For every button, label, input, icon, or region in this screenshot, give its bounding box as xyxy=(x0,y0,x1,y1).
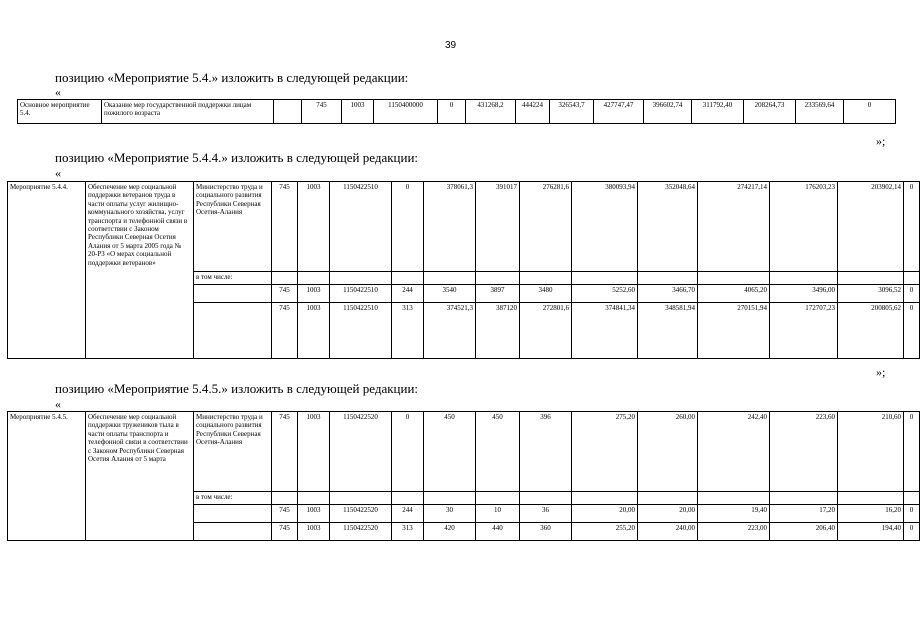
value-cell: 242,40 xyxy=(698,412,770,492)
name-cell: Обеспечение мер социальной поддержки ветеранов труда в части оплаты услуг жилищно-коммунального хозяйства, услуг транспорта и телефонной связи в соответствии с Законом Республики Северная Осетия Алания от 5 марта 2005 года № 20-РЗ «О мерах социальной поддержки ветеранов» xyxy=(86,182,194,359)
value-cell: 200805,62 xyxy=(838,303,904,359)
table-row xyxy=(18,100,896,124)
open-quote: « xyxy=(55,85,61,99)
close-quote: »; xyxy=(876,134,886,148)
grbs-cell: 745 xyxy=(272,285,298,303)
value-cell: 17,20 xyxy=(770,505,838,523)
value-cell: 311792,40 xyxy=(692,100,744,124)
value-cell: 30 xyxy=(424,505,476,523)
value-cell: 326543,7 xyxy=(550,100,594,124)
value-cell: 0 xyxy=(904,505,920,523)
open-quote: « xyxy=(55,397,61,411)
value-cell: 450 xyxy=(424,412,476,492)
value-cell: 0 xyxy=(904,285,920,303)
value-cell: 396602,74 xyxy=(644,100,692,124)
table-measure-5-4-4 xyxy=(7,181,920,359)
section-heading-5-4-4: позицию «Мероприятие 5.4.4.» изложить в следующей редакции: xyxy=(55,150,419,165)
value-cell: 272801,6 xyxy=(520,303,572,359)
csr-cell: 1150422510 xyxy=(330,285,392,303)
close-quote: »; xyxy=(876,365,886,379)
csr-cell: 1150422510 xyxy=(330,303,392,359)
value-cell: 0 xyxy=(904,412,920,492)
value-cell: 240,00 xyxy=(638,523,698,541)
value-cell: 20,00 xyxy=(638,505,698,523)
grbs-cell: 745 xyxy=(272,412,298,492)
rzpr-cell: 1003 xyxy=(298,182,330,272)
rzpr-cell: 1003 xyxy=(298,523,330,541)
status-cell: Мероприятие 5.4.4. xyxy=(8,182,86,359)
value-cell: 348581,94 xyxy=(638,303,698,359)
grbs-cell: 745 xyxy=(272,505,298,523)
value-cell: 3096,52 xyxy=(838,285,904,303)
value-cell: 374841,34 xyxy=(572,303,638,359)
value-cell: 396 xyxy=(520,412,572,492)
table-row xyxy=(8,412,920,492)
value-cell: 223,60 xyxy=(770,412,838,492)
rzpr-cell: 1003 xyxy=(298,505,330,523)
table-row xyxy=(8,182,920,272)
executor-cell: Министерство труда и социального развития Республики Северная Осетия-Алания xyxy=(194,412,272,492)
value-cell: 0 xyxy=(904,303,920,359)
including-label: в том числе: xyxy=(194,272,272,285)
value-cell: 3496,00 xyxy=(770,285,838,303)
value-cell: 3540 xyxy=(424,285,476,303)
value-cell: 0 xyxy=(904,523,920,541)
vr-cell: 244 xyxy=(392,505,424,523)
value-cell: 270151,94 xyxy=(698,303,770,359)
value-cell: 260,00 xyxy=(638,412,698,492)
csr-cell: 1150422510 xyxy=(330,182,392,272)
value-cell: 374521,3 xyxy=(424,303,476,359)
vr-cell: 0 xyxy=(438,100,466,124)
value-cell: 378061,3 xyxy=(424,182,476,272)
value-cell: 16,20 xyxy=(838,505,904,523)
grbs-cell: 745 xyxy=(302,100,342,124)
grbs-cell: 745 xyxy=(272,182,298,272)
value-cell: 208264,73 xyxy=(744,100,796,124)
value-cell: 352048,64 xyxy=(638,182,698,272)
value-cell: 427747,47 xyxy=(594,100,644,124)
value-cell: 233569,64 xyxy=(796,100,844,124)
value-cell: 5252,60 xyxy=(572,285,638,303)
value-cell: 275,20 xyxy=(572,412,638,492)
value-cell: 4065,20 xyxy=(698,285,770,303)
page-number: 39 xyxy=(445,40,457,51)
executor-cell: Министерство труда и социального развития Республики Северная Осетия-Алания xyxy=(194,182,272,272)
value-cell: 3897 xyxy=(476,285,520,303)
value-cell: 194,40 xyxy=(838,523,904,541)
vr-cell: 244 xyxy=(392,285,424,303)
grbs-cell: 745 xyxy=(272,303,298,359)
csr-cell: 1150422520 xyxy=(330,412,392,492)
value-cell: 387120 xyxy=(476,303,520,359)
status-cell: Мероприятие 5.4.5. xyxy=(8,412,86,541)
value-cell: 431268,2 xyxy=(466,100,516,124)
value-cell: 420 xyxy=(424,523,476,541)
value-cell: 3480 xyxy=(520,285,572,303)
rzpr-cell: 1003 xyxy=(342,100,374,124)
value-cell: 360 xyxy=(520,523,572,541)
value-cell: 450 xyxy=(476,412,520,492)
value-cell: 440 xyxy=(476,523,520,541)
value-cell: 3466,70 xyxy=(638,285,698,303)
section-heading-5-4: позицию «Мероприятие 5.4.» изложить в следующей редакции: xyxy=(55,70,409,85)
vr-cell: 0 xyxy=(392,412,424,492)
csr-cell: 1150422520 xyxy=(330,505,392,523)
value-cell: 444224 xyxy=(516,100,550,124)
csr-cell: 1150400000 xyxy=(374,100,438,124)
rzpr-cell: 1003 xyxy=(298,412,330,492)
name-cell: Обеспечение мер социальной поддержки тружеников тыла в части оплаты транспорта и телефонной связи в соответствии с Законом Республики Северная Осетия Алания от 5 марта xyxy=(86,412,194,541)
value-cell: 276281,6 xyxy=(520,182,572,272)
table-measure-5-4 xyxy=(17,99,896,124)
rzpr-cell: 1003 xyxy=(298,285,330,303)
grbs-cell: 745 xyxy=(272,523,298,541)
value-cell: 0 xyxy=(844,100,896,124)
including-label: в том числе: xyxy=(194,492,272,505)
value-cell: 10 xyxy=(476,505,520,523)
open-quote: « xyxy=(55,166,61,180)
name-cell: Оказание мер государственной поддержки лицам пожилого возраста xyxy=(102,100,274,124)
rzpr-cell: 1003 xyxy=(298,303,330,359)
csr-cell: 1150422520 xyxy=(330,523,392,541)
value-cell: 176203,23 xyxy=(770,182,838,272)
value-cell: 19,40 xyxy=(698,505,770,523)
value-cell: 210,60 xyxy=(838,412,904,492)
vr-cell: 313 xyxy=(392,303,424,359)
value-cell: 36 xyxy=(520,505,572,523)
executor-cell xyxy=(274,100,302,124)
value-cell: 172707,23 xyxy=(770,303,838,359)
value-cell: 391017 xyxy=(476,182,520,272)
value-cell: 203902,14 xyxy=(838,182,904,272)
vr-cell: 313 xyxy=(392,523,424,541)
status-cell: Основное мероприятие 5.4. xyxy=(18,100,102,124)
value-cell: 206,40 xyxy=(770,523,838,541)
value-cell: 274217,14 xyxy=(698,182,770,272)
table-measure-5-4-5 xyxy=(7,411,920,541)
value-cell: 255,20 xyxy=(572,523,638,541)
section-heading-5-4-5: позицию «Мероприятие 5.4.5.» изложить в следующей редакции: xyxy=(55,381,419,396)
value-cell: 0 xyxy=(904,182,920,272)
value-cell: 380093,94 xyxy=(572,182,638,272)
value-cell: 20,00 xyxy=(572,505,638,523)
value-cell: 223,00 xyxy=(698,523,770,541)
vr-cell: 0 xyxy=(392,182,424,272)
